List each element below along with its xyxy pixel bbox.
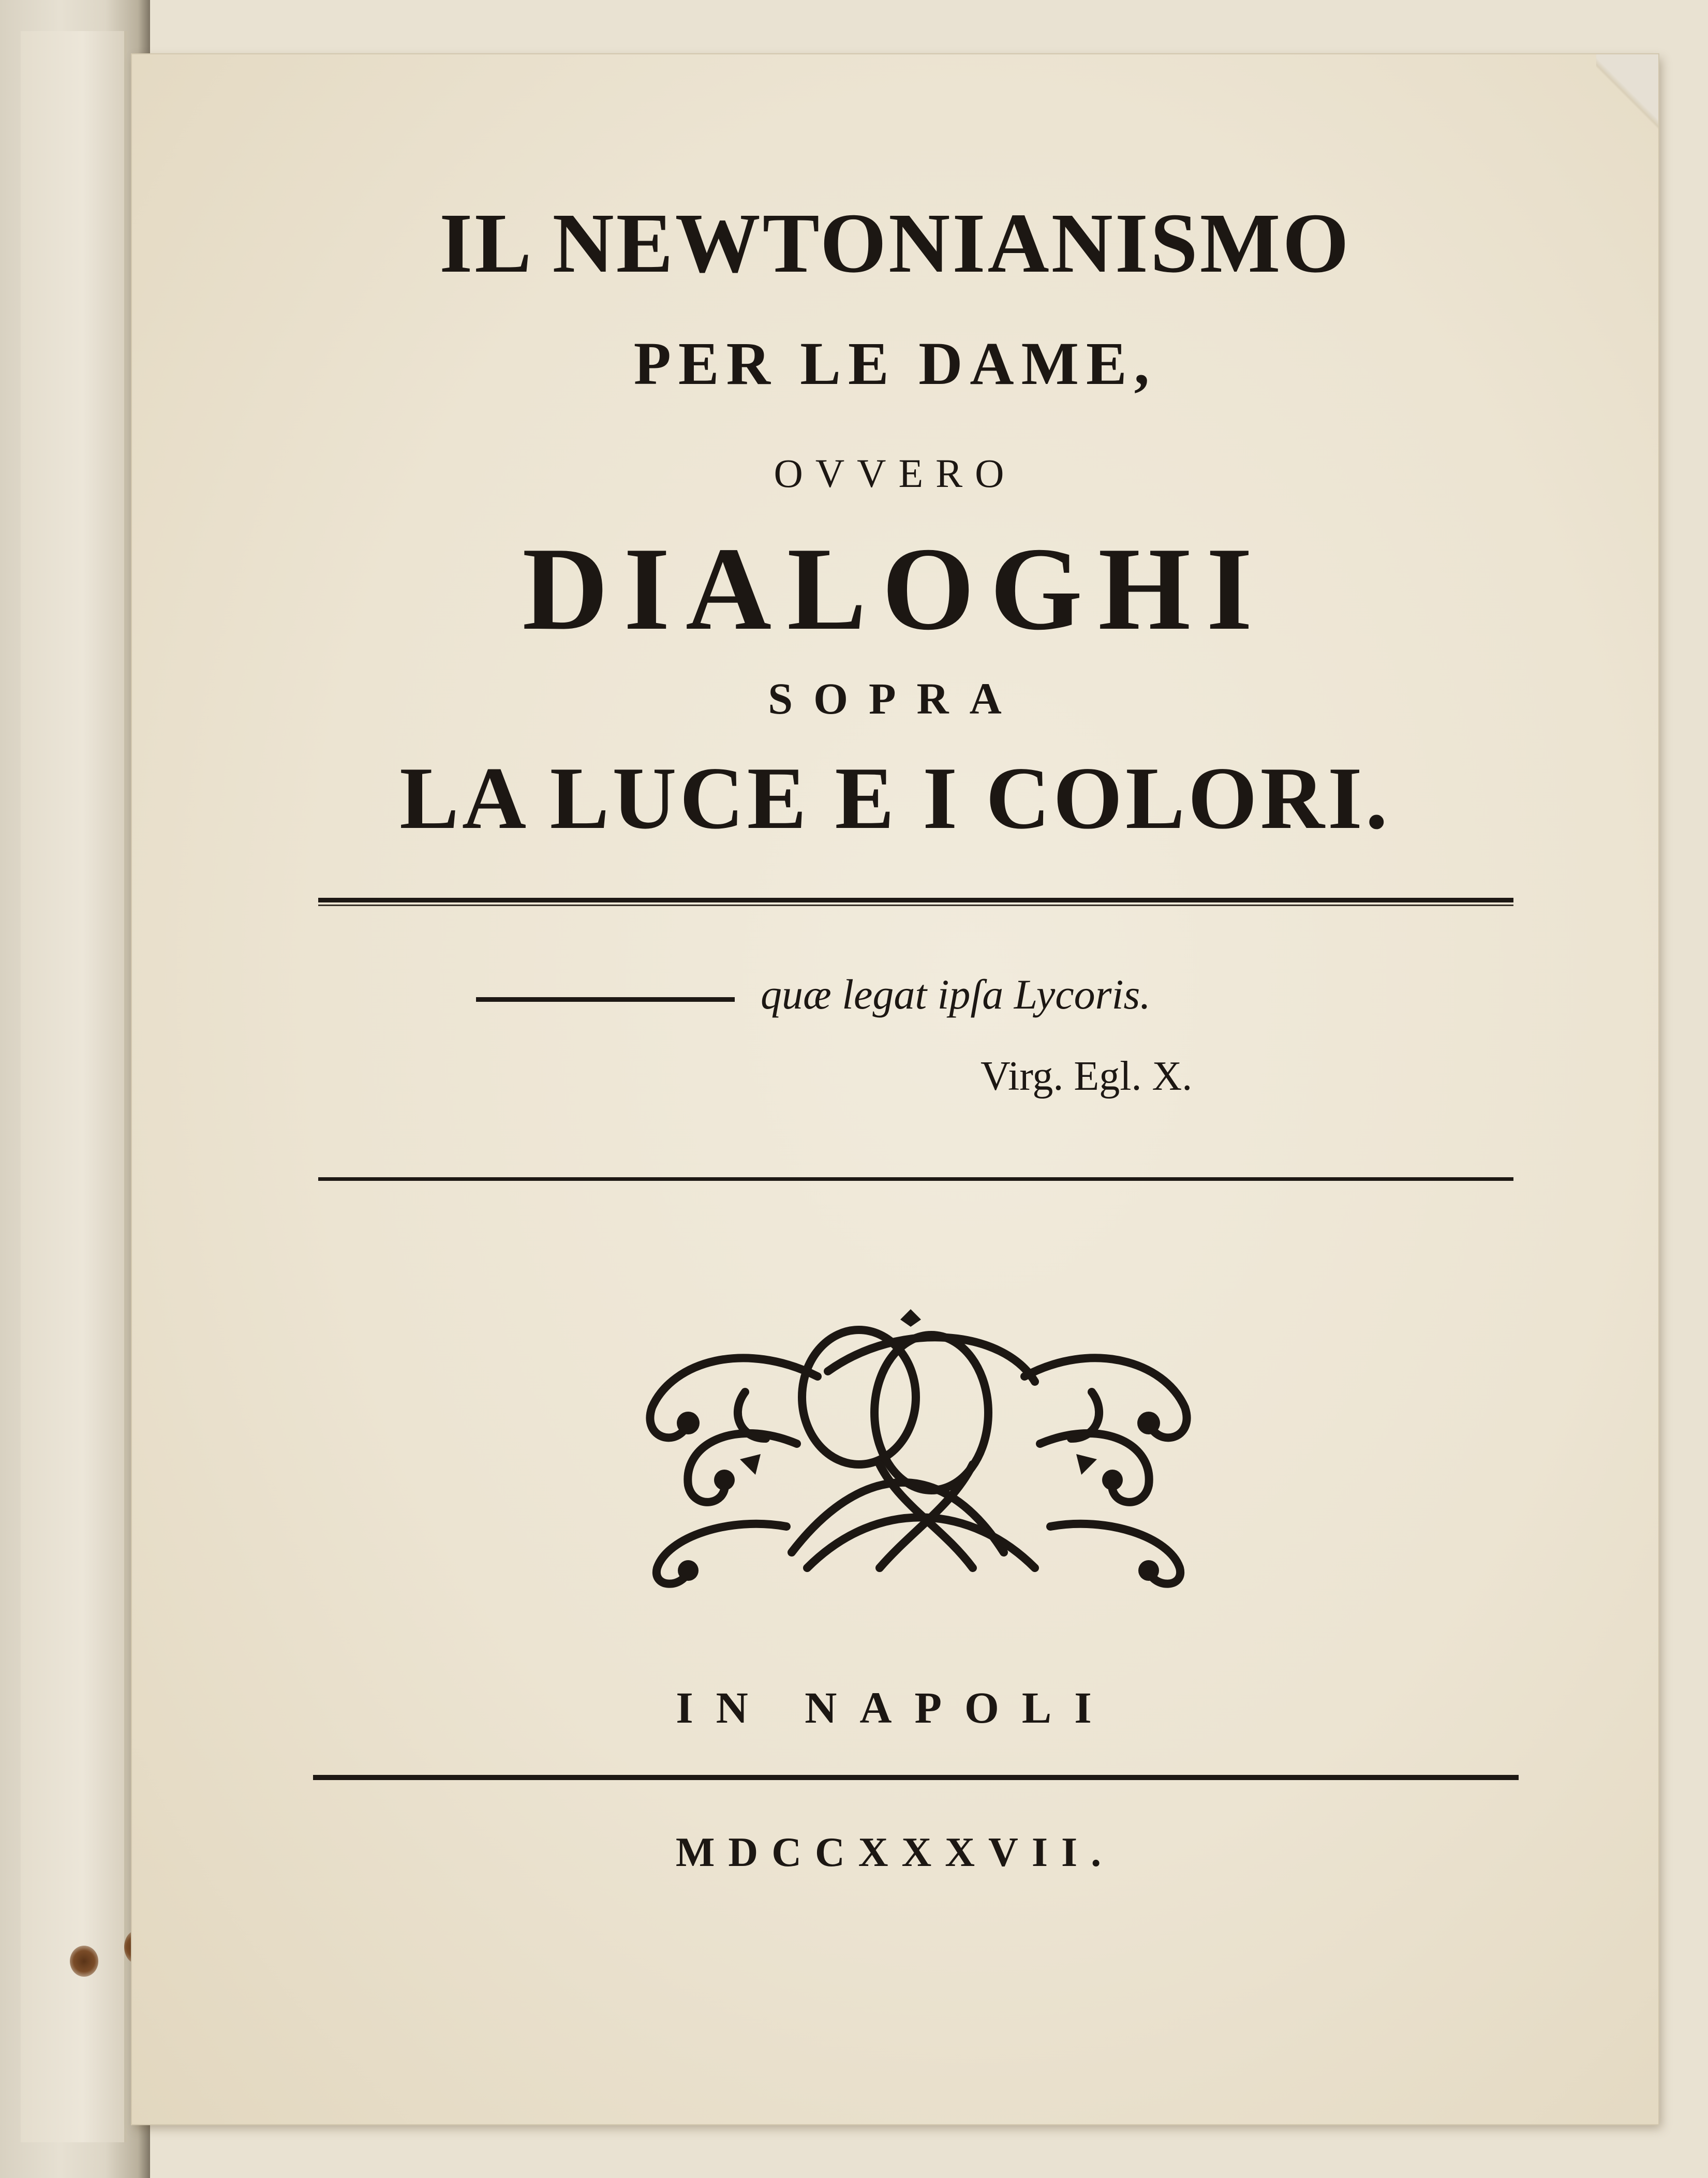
title-line-3: OVVERO bbox=[774, 451, 1017, 496]
printers-ornament-icon bbox=[611, 1309, 1226, 1599]
divider-rule bbox=[318, 905, 1513, 906]
title-line-6: LA LUCE E I COLORI. bbox=[399, 749, 1391, 848]
page-corner bbox=[1596, 54, 1658, 137]
title-line-1: IL NEWTONIANISMO bbox=[439, 196, 1351, 290]
title-line-2: PER LE DAME, bbox=[633, 330, 1157, 397]
title-page bbox=[132, 54, 1658, 2124]
previous-leaf-edge bbox=[21, 31, 127, 2142]
title-line-5: SOPRA bbox=[768, 674, 1022, 723]
divider-rule bbox=[318, 898, 1513, 902]
epigraph: quæ legat ipſa Lycoris. bbox=[761, 971, 1151, 1018]
imprint-year: MDCCXXXVII. bbox=[675, 1830, 1115, 1875]
divider-rule bbox=[313, 1775, 1519, 1780]
epigraph-source: Virg. Egl. X. bbox=[981, 1054, 1193, 1099]
stain-mark bbox=[70, 1946, 98, 1977]
epigraph-dash bbox=[476, 997, 735, 1002]
title-line-4: DIALOGHI bbox=[522, 523, 1268, 655]
imprint-place: IN NAPOLI bbox=[676, 1683, 1115, 1732]
book-binding bbox=[0, 0, 150, 2178]
divider-rule bbox=[318, 1177, 1513, 1181]
